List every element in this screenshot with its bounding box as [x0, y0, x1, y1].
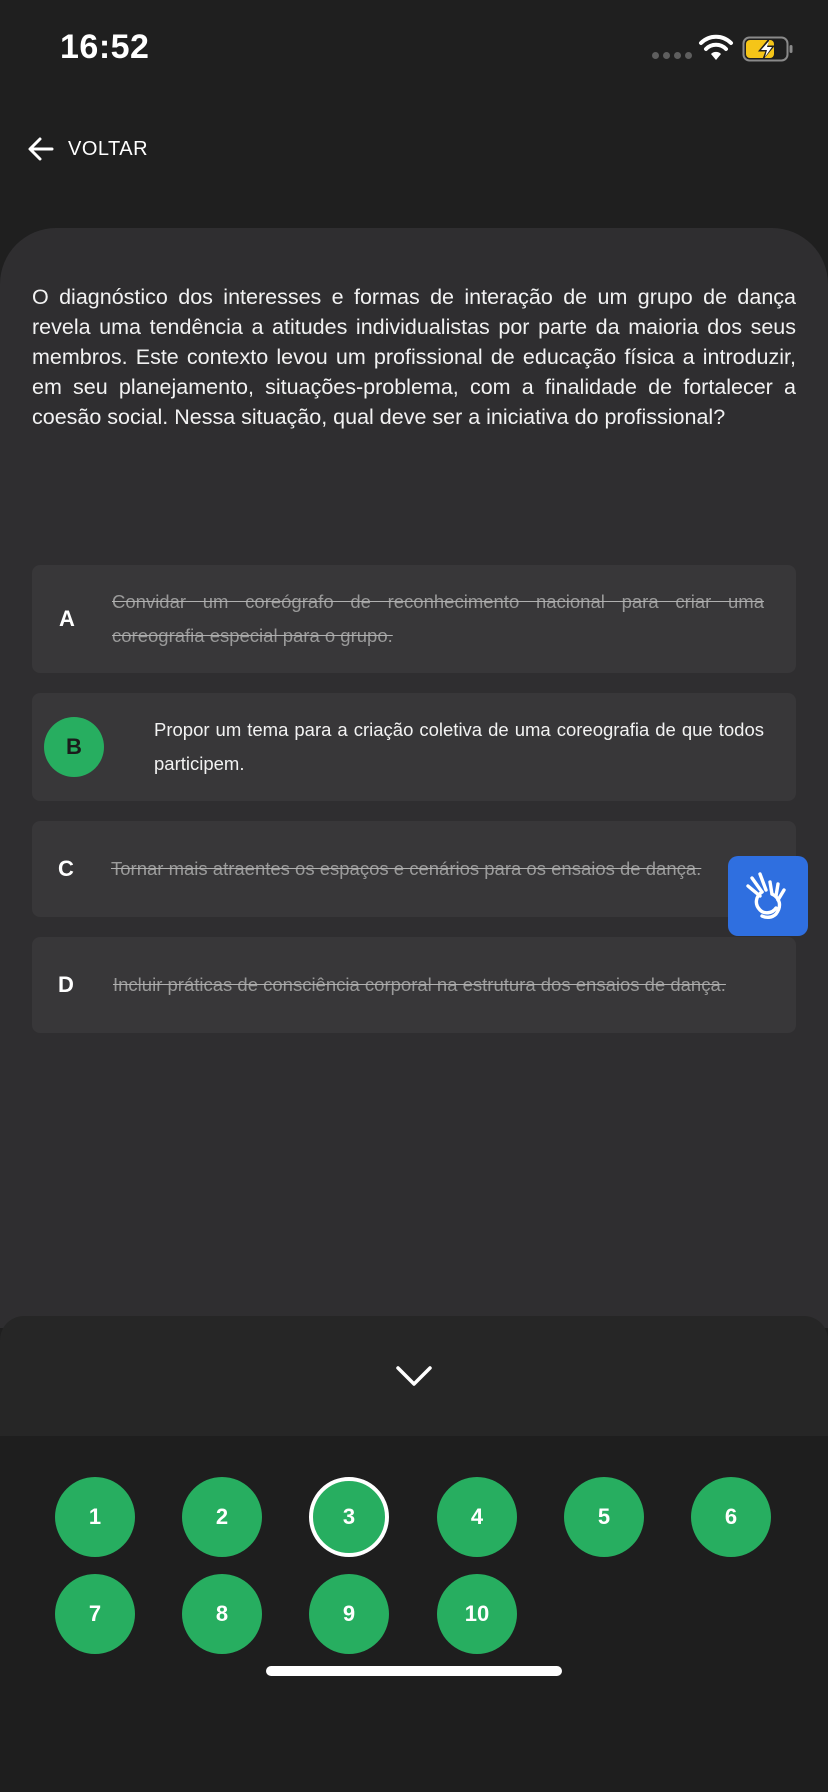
option-letter: A [59, 606, 75, 631]
question-button-9[interactable]: 9 [309, 1574, 389, 1654]
battery-charging-icon [742, 36, 794, 62]
option-d[interactable] [32, 937, 796, 1033]
question-button-4[interactable]: 4 [437, 1477, 517, 1557]
question-button-3-current[interactable]: 3 [309, 1477, 389, 1557]
option-text: Convidar um coreógrafo de reconhecimento nacional para criar uma coreografia especial para o grupo. [112, 591, 764, 646]
wifi-icon [698, 34, 734, 62]
question-button-10[interactable]: 10 [437, 1574, 517, 1654]
option-letter: C [58, 856, 74, 881]
question-button-8[interactable]: 8 [182, 1574, 262, 1654]
status-bar [0, 0, 828, 100]
chevron-down-icon [394, 1364, 434, 1388]
status-time: 16:52 [60, 28, 150, 66]
question-button-5[interactable]: 5 [564, 1477, 644, 1557]
back-button[interactable] [26, 134, 148, 164]
question-button-1[interactable]: 1 [55, 1477, 135, 1557]
option-text: Incluir práticas de consciência corporal na estrutura dos ensaios de dança. [113, 974, 726, 995]
question-card [0, 228, 828, 1328]
signal-icon [652, 52, 692, 59]
question-button-2[interactable]: 2 [182, 1477, 262, 1557]
option-text: Propor um tema para a criação coletiva de uma coreografia de que todos participem. [154, 719, 764, 774]
option-b[interactable] [32, 693, 796, 801]
home-indicator[interactable] [266, 1666, 562, 1676]
option-letter: D [58, 972, 74, 997]
sign-language-icon [742, 870, 794, 922]
sign-language-button[interactable] [728, 856, 808, 936]
question-button-7[interactable]: 7 [55, 1574, 135, 1654]
question-text: O diagnóstico dos interesses e formas de interação de um grupo de dança revela uma tendência a atitudes individualistas por parte da maioria dos seus membros. Este contexto levou um profissional de educação física a introduzir, em seu planejamento, situações-problema, com a finalidade de fortalecer a coesão social. Nessa situação, qual deve ser a iniciativa do profissional? [32, 285, 796, 429]
arrow-left-icon [26, 134, 56, 164]
back-label: VOLTAR [68, 137, 149, 160]
option-letter-selected: B [44, 717, 104, 777]
option-a[interactable] [32, 565, 796, 673]
question-button-6[interactable]: 6 [691, 1477, 771, 1557]
option-c[interactable] [32, 821, 796, 917]
option-text: Tornar mais atraentes os espaços e cenários para os ensaios de dança. [111, 858, 702, 879]
collapse-panel-button[interactable] [0, 1316, 828, 1436]
